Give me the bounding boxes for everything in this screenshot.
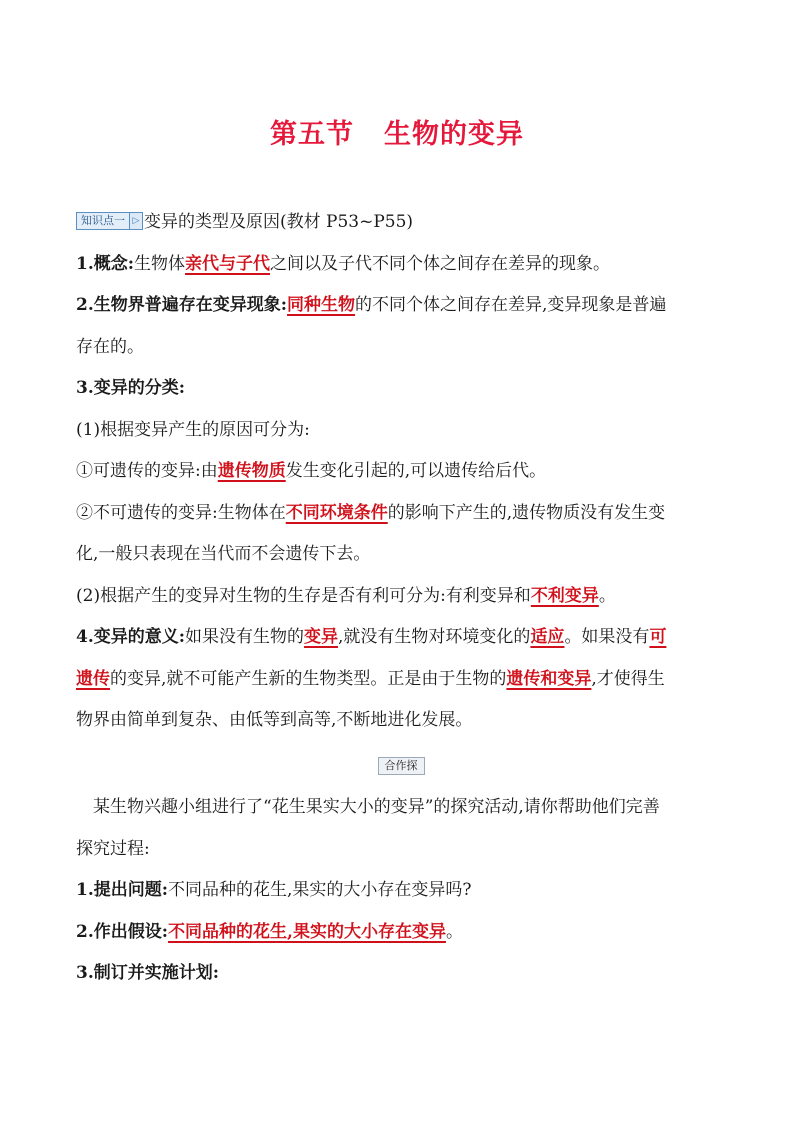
concept-text: 生物体 [134, 253, 186, 274]
page-title [0, 112, 794, 151]
meaning-line-2 [76, 659, 726, 701]
answer-blank: 适应 [530, 627, 565, 647]
meaning-line-3: 物界由简单到复杂、由低等到高等,不断地进化发展。 [76, 710, 473, 730]
classify-item1 [76, 451, 726, 493]
universal-line [76, 285, 726, 327]
classify-item2-cont: 化,一般只表现在当代而不会遗传下去。 [76, 544, 371, 564]
answer-blank: 变异 [304, 627, 339, 647]
concept-text: 之间以及子代不同个体之间存在差异的现象。 [270, 253, 611, 274]
title-section-name: 生物的变异 [384, 119, 524, 150]
hypothesis-text: 。 [445, 921, 463, 942]
answer-blank: 不同品种的花生,果实的大小存在变异 [168, 921, 446, 942]
answer-blank: 遗传物质 [217, 461, 286, 481]
title-section-number: 第五节 [270, 119, 354, 150]
explore-section-tag [76, 744, 726, 786]
classify-label: 3.变异的分类: [76, 378, 186, 398]
universal-text: 的不同个体之间存在差异,变异现象是普遍 [355, 295, 667, 315]
answer-blank: 不利变异 [530, 585, 599, 606]
meaning-line [76, 617, 726, 659]
meaning-text: 。如果没有 [564, 627, 650, 647]
classify-item2 [76, 493, 726, 535]
meaning-text: 如果没有生物的 [185, 627, 305, 647]
answer-blank: 遗传 [76, 668, 110, 689]
item-text: 发生变化引起的,可以遗传给后代。 [285, 461, 547, 481]
item-text: ①可遗传的变异:由 [76, 461, 218, 481]
universal-line-cont: 存在的。 [76, 336, 144, 357]
meaning-text: ,就没有生物对环境变化的 [338, 627, 531, 647]
hypothesis-label: 2.作出假设: [76, 921, 169, 942]
plan-label: 3.制订并实施计划: [76, 963, 220, 983]
item-text: ②不可遗传的变异:生物体在 [76, 502, 286, 523]
explore-tag-label: 合作探 [378, 757, 425, 775]
concept-label: 1.概念: [76, 253, 135, 274]
concept-line [76, 244, 726, 286]
answer-blank: 可 [649, 627, 667, 647]
play-arrow-icon: ▷ [130, 212, 143, 230]
item-text: 。 [598, 585, 616, 606]
knowledge-point-heading [76, 202, 726, 244]
hypothesis-line [76, 912, 726, 954]
meaning-label: 4.变异的意义: [76, 627, 186, 647]
item-text: (2)根据产生的变异对生物的生存是否有利可分为:有利变异和 [76, 585, 531, 606]
answer-blank: 不同环境条件 [285, 502, 388, 523]
question-label: 1.提出问题: [76, 880, 169, 900]
meaning-text: ,才使得生 [591, 668, 665, 689]
explore-intro-cont: 探究过程: [76, 838, 150, 859]
worksheet-content [76, 202, 726, 995]
question-line [76, 870, 726, 912]
universal-label: 2.生物界普遍存在变异现象: [76, 295, 288, 315]
knowledge-point-title: 变异的类型及原因(教材 P53~P55) [144, 212, 414, 232]
classify-sub1: (1)根据变异产生的原因可分为: [76, 419, 310, 440]
item-text: 的影响下产生的,遗传物质没有发生变 [387, 502, 666, 523]
answer-blank: 亲代与子代 [185, 253, 271, 274]
knowledge-point-tag: 知识点一 [76, 212, 130, 230]
answer-blank: 遗传和变异 [506, 668, 592, 689]
meaning-text: 的变异,就不可能产生新的生物类型。正是由于生物的 [110, 668, 507, 689]
answer-blank: 同种生物 [287, 295, 356, 315]
classify-sub2 [76, 576, 726, 618]
question-text: 不同品种的花生,果实的大小存在变异吗? [168, 880, 472, 900]
explore-intro: 某生物兴趣小组进行了“花生果实大小的变异”的探究活动,请你帮助他们完善 [93, 797, 660, 817]
